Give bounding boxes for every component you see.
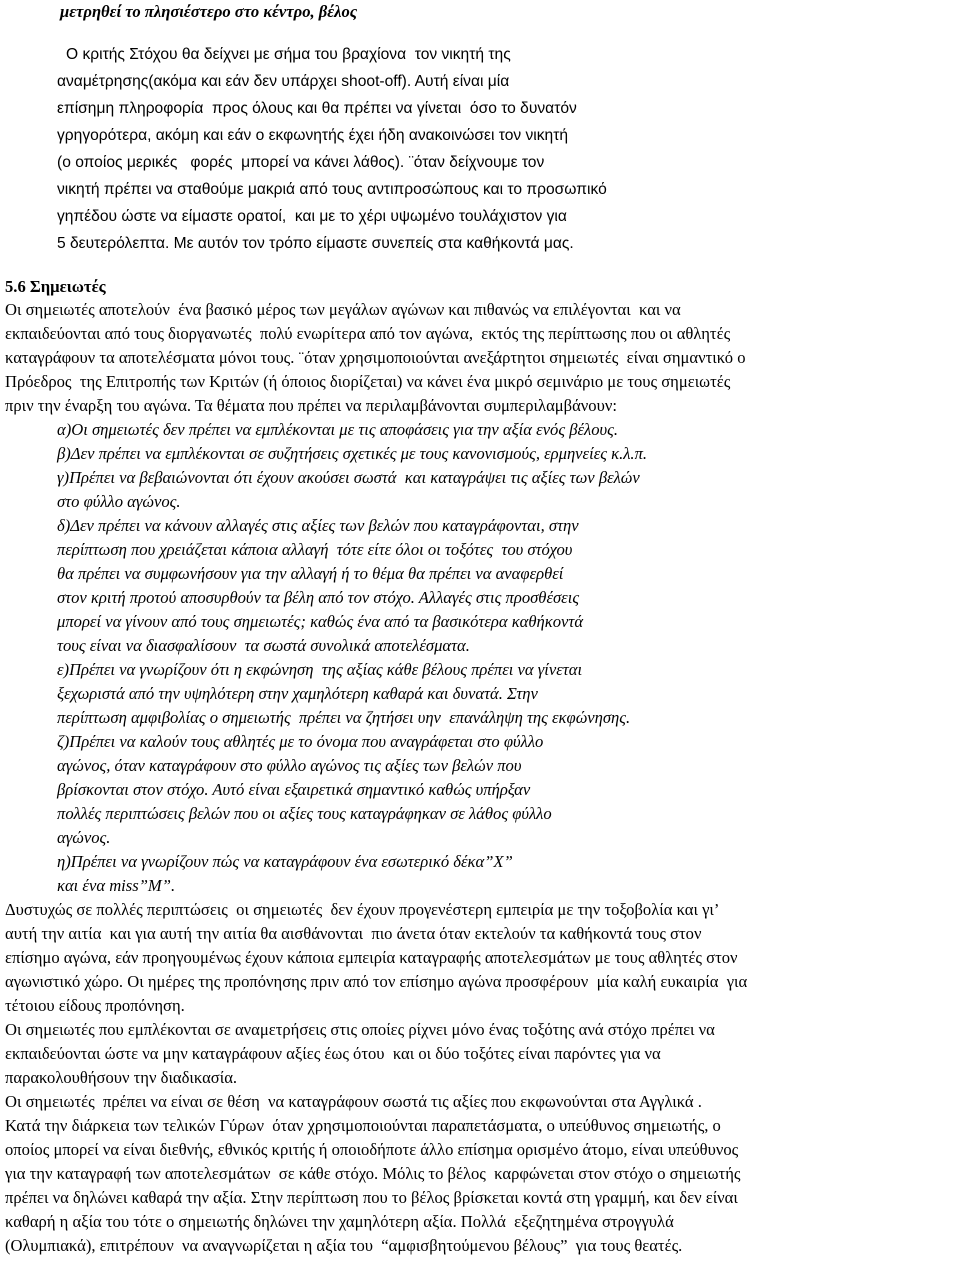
- text-line: οποίος μπορεί να είναι διεθνής, εθνικός κριτής ή οποιοδήποτε άλλο επίσημα ορισμένο άτομο, είναι υπεύθυνος: [5, 1140, 739, 1159]
- list-item: ζ)Πρέπει να καλούν τους αθλητές με το όνομα που αναγράφεται στο φύλλο: [57, 732, 544, 751]
- text-line: γρηγορότερα, ακόμη και εάν ο εκφωνητής έχει ήδη ανακοινώσει τον νικητή: [57, 127, 569, 144]
- heading-continuation: μετρηθεί το πλησιέστερο στο κέντρο, βέλος: [60, 2, 358, 21]
- list-item: αγώνος.: [57, 828, 111, 847]
- text-line: για την καταγραφή των αποτελεσμάτων σε κάθε στόχο. Μόλις το βέλος καρφώνεται στον στόχο ο σημειωτής: [5, 1164, 741, 1183]
- text-line: αυτή την αιτία και για αυτή την αιτία θα αισθάνονται πιο άνετα όταν εκτελούν τα καθήκοντά τους στον: [5, 924, 702, 943]
- text-line: αγωνιστικό χώρο. Οι ημέρες της προπόνησης πριν από τον επίσημο αγώνα προσφέρουν μία καλή ευκαιρία για: [5, 972, 748, 991]
- list-item: η)Πρέπει να γνωρίζουν πώς να καταγράφουν ένα εσωτερικό δέκα”Χ”: [57, 852, 513, 871]
- text-line: 5 δευτερόλεπτα. Με αυτόν τον τρόπο είμαστε συνεπείς στα καθήκοντά μας.: [57, 235, 574, 252]
- list-item: θα πρέπει να συμφωνήσουν για την αλλαγή ή το θέμα θα πρέπει να αναφερθεί: [57, 564, 564, 583]
- list-item: τους είναι να διασφαλίσουν τα σωστά συνολικά αποτελέσματα.: [57, 636, 470, 655]
- section-heading: 5.6 Σημειωτές: [5, 277, 106, 296]
- list-item: και ένα miss”Μ”.: [57, 876, 176, 895]
- text-line: επίσημη πληροφορία προς όλους και θα πρέπει να γίνεται όσο το δυνατόν: [57, 100, 577, 117]
- text-line: Κατά την διάρκεια των τελικών Γύρων όταν χρησιμοποιούνται παραπετάσματα, ο υπεύθυνος σημειωτής, ο: [5, 1116, 721, 1135]
- text-line: καθαρή η αξία του τότε ο σημειωτής δηλώνει την χαμηλότερη αξία. Πολλά εξεζητημένα στρογγυλά: [5, 1212, 674, 1231]
- list-item: δ)Δεν πρέπει να κάνουν αλλαγές στις αξίες των βελών που καταγράφονται, στην: [57, 516, 579, 535]
- list-item: β)Δεν πρέπει να εμπλέκονται σε συζητήσεις σχετικές με τους κανονισμούς, ερμηνείες κ.λ.π.: [57, 444, 648, 463]
- text-line: τέτοιου είδους προπόνηση.: [5, 996, 185, 1015]
- text-line: Ο κριτής Στόχου θα δείχνει με σήμα του βραχίονα τον νικητή της: [66, 46, 511, 63]
- list-item: βρίσκονται στον στόχο. Αυτό είναι εξαιρετικά σημαντικό καθώς υπήρξαν: [57, 780, 531, 799]
- text-line: νικητή πρέπει να σταθούμε μακριά από τους αντιπροσώπους και το προσωπικό: [57, 181, 607, 198]
- text-line: γηπέδου ώστε να είμαστε ορατοί, και με το χέρι υψωμένο τουλάχιστον για: [57, 208, 567, 225]
- text-line: πριν την έναρξη του αγώνα. Τα θέματα που πρέπει να περιλαμβάνονται συμπεριλαμβάνουν:: [5, 396, 617, 415]
- text-line: Πρόεδρος της Επιτροπής των Κριτών (ή όποιος διορίζεται) να κάνει ένα μικρό σεμινάριο με τους σημειωτές: [5, 372, 731, 391]
- text-line: Οι σημειωτές που εμπλέκονται σε αναμετρήσεις στις οποίες ρίχνει μόνο ένας τοξότης ανά στόχο πρέπει να: [5, 1020, 715, 1039]
- list-item: ε)Πρέπει να γνωρίζουν ότι η εκφώνηση της αξίας κάθε βέλους πρέπει να γίνεται: [57, 660, 583, 679]
- list-item: στον κριτή προτού αποσυρθούν τα βέλη από τον στόχο. Αλλαγές στις προσθέσεις: [57, 588, 580, 607]
- list-item: α)Οι σημειωτές δεν πρέπει να εμπλέκονται με τις αποφάσεις για την αξία ενός βέλους.: [57, 420, 619, 439]
- text-line: Οι σημειωτές αποτελούν ένα βασικό μέρος των μεγάλων αγώνων και πιθανώς να επιλέγονται και να: [5, 300, 681, 319]
- text-line: επίσημο αγώνα, εάν προηγουμένως έχουν κάποια εμπειρία καταγραφής αποτελεσμάτων με τους αθλητές στον: [5, 948, 738, 967]
- text-line: εκπαιδεύονται από τους διοργανωτές πολύ ενωρίτερα από τον αγώνα, εκτός της περίπτωσης που οι αθλητές: [5, 324, 731, 343]
- list-item: περίπτωση αμφιβολίας ο σημειωτής πρέπει να ζητήσει υην επανάληψη της εκφώνησης.: [57, 708, 631, 727]
- list-item: αγώνος, όταν καταγράφουν στο φύλλο αγώνος τις αξίες των βελών που: [57, 756, 522, 775]
- text-line: Οι σημειωτές πρέπει να είναι σε θέση να καταγράφουν σωστά τις αξίες που εκφωνούνται στα Αγγλικά .: [5, 1092, 702, 1111]
- text-line: εκπαιδεύονται ώστε να μην καταγράφουν αξίες έως ότου και οι δύο τοξότες είναι παρόντες για να: [5, 1044, 661, 1063]
- text-line: καταγράφουν τα αποτελέσματα μόνοι τους. ¨όταν χρησιμοποιούνται ανεξάρτητοι σημειωτές είναι σημαντικό ο: [5, 348, 746, 367]
- text-line: παρακολουθήσουν την διαδικασία.: [5, 1068, 238, 1087]
- list-item: πολλές περιπτώσεις βελών που οι αξίες τους καταγράφηκαν σε λάθος φύλλο: [57, 804, 552, 823]
- list-item: περίπτωση που χρειάζεται κάποια αλλαγή τότε είτε όλοι οι τοξότες του στόχου: [57, 540, 573, 559]
- list-item: ξεχωριστά από την υψηλότερη στην χαμηλότερη καθαρά και δυνατά. Στην: [57, 684, 538, 703]
- text-line: (ο οποίος μερικές φορές μπορεί να κάνει λάθος). ¨όταν δείχνουμε τον: [57, 154, 545, 171]
- list-item: στο φύλλο αγώνος.: [57, 492, 181, 511]
- text-line: Δυστυχώς σε πολλές περιπτώσεις οι σημειωτές δεν έχουν προγενέστερη εμπειρία με την τοξοβολία και γι’: [5, 900, 720, 919]
- text-line: πρέπει να δηλώνει καθαρά την αξία. Στην περίπτωση που το βέλος βρίσκεται κοντά στη γραμμή, και δεν είναι: [5, 1188, 738, 1207]
- list-item: γ)Πρέπει να βεβαιώνονται ότι έχουν ακούσει σωστά και καταγράψει τις αξίες των βελών: [57, 468, 640, 487]
- list-item: μπορεί να γίνουν από τους σημειωτές; καθώς ένα από τα βασικότερα καθήκοντά: [57, 612, 584, 631]
- text-line: αναμέτρησης(ακόμα και εάν δεν υπάρχει shoot-off). Αυτή είναι μία: [57, 73, 510, 90]
- text-line: (Ολυμπιακά), επιτρέπουν να αναγνωρίζεται η αξία του “αμφισβητούμενου βέλους” για τους θεατές.: [5, 1236, 683, 1255]
